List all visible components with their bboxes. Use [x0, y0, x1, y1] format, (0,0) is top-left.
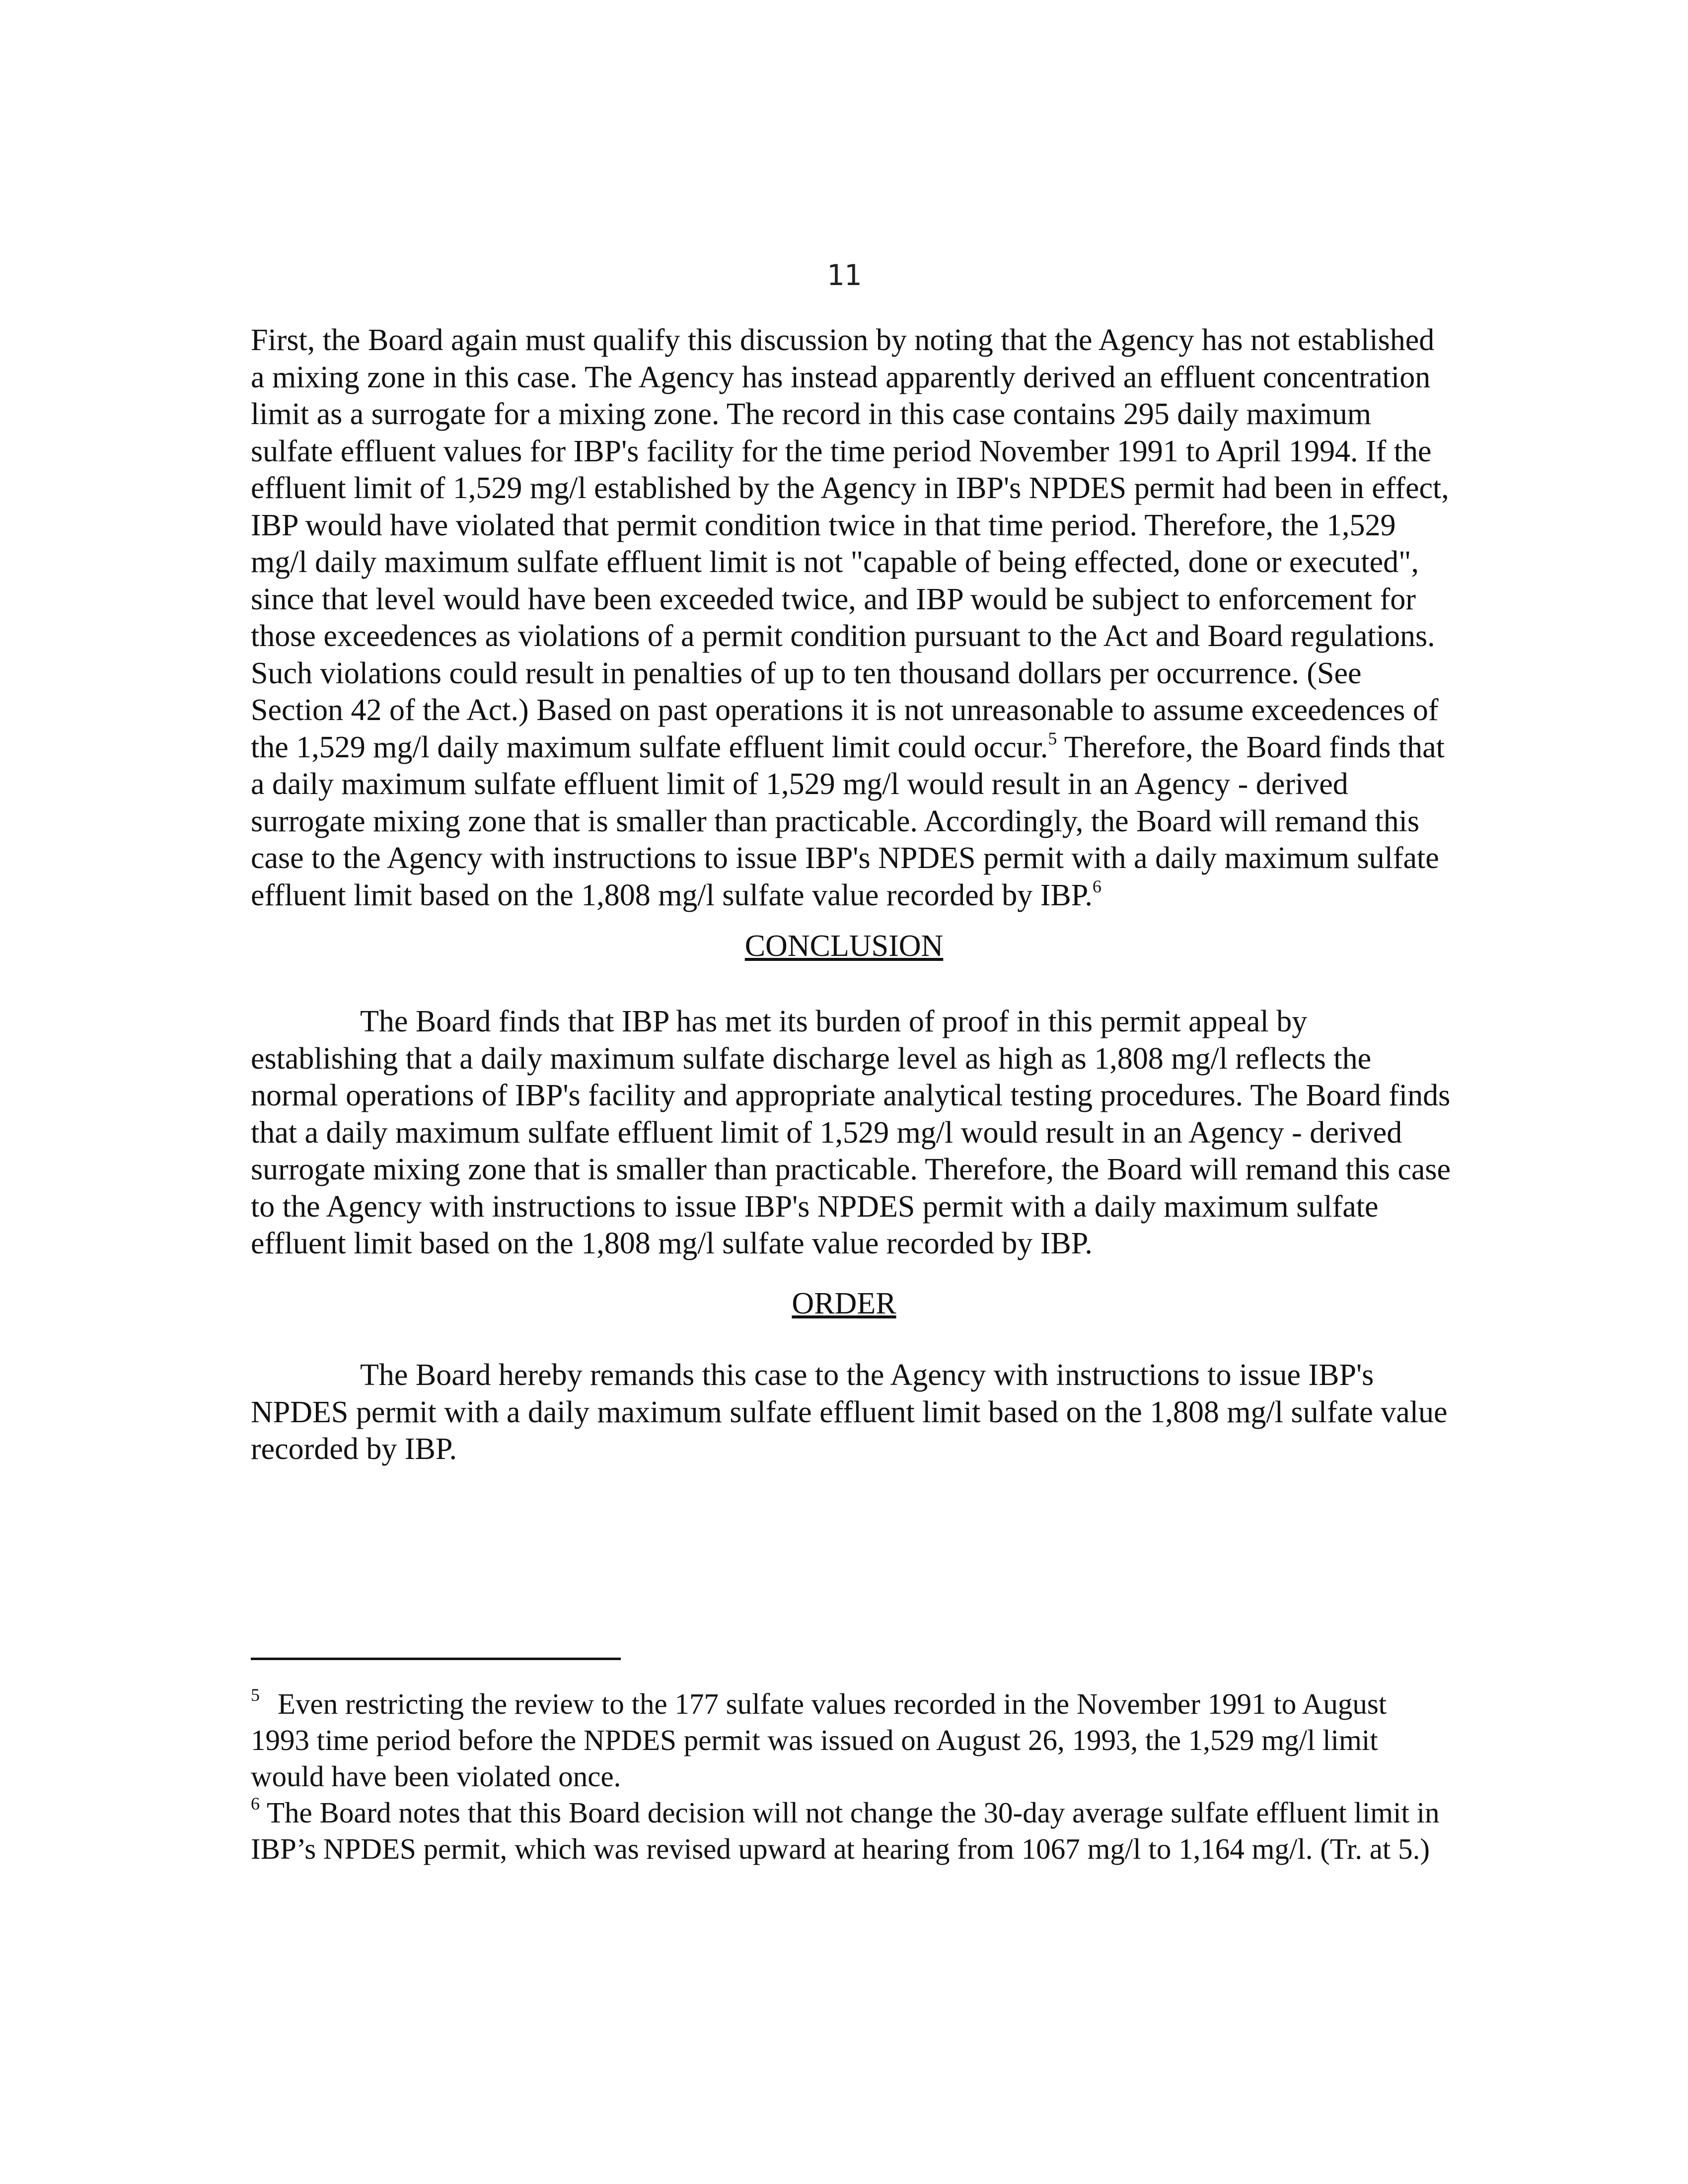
conclusion-paragraph [251, 1003, 1453, 1262]
page-number: 11 [826, 258, 862, 292]
conclusion-text: The Board finds that IBP has met its burden of proof in this permit appeal by establishing that a daily maximum sulfate discharge level as high as 1,808 mg/l reflects the normal operations of IBP's facility and appropriate analytical testing procedures. The Board finds that a daily maximum sulfate effluent limit of 1,529 mg/l would result in an Agency - derived surrogate mixing zone that is smaller than practicable. Therefore, the Board will remand this case to the Agency with instructions to issue IBP's NPDES permit with a daily maximum sulfate effluent limit based on the 1,808 mg/l sulfate value recorded by IBP. [251, 1005, 1451, 1260]
conclusion-heading: CONCLUSION [744, 929, 944, 963]
order-heading: ORDER [792, 1287, 896, 1320]
discussion-paragraph [251, 322, 1453, 914]
paragraph-text [251, 322, 1453, 914]
footnote-text-5: Even restricting the review to the 177 sulfate values recorded in the November 1991 to August 1993 time period before the NPDES permit was issued on August 26, 1993, the 1,529 mg/l limit would have been violated once. [251, 1687, 1387, 1793]
footnote-5 [251, 1686, 1443, 1795]
footnote-mark-5: 5 [251, 1685, 260, 1705]
paragraph-text-part-a: First, the Board again must qualify this discussion by noting that the Agency has not established a mixing zone in this case. The Agency has instead apparently derived an effluent concentration limit as a surrogate for a mixing zone. The record in this case contains 295 daily maximum sulfate effluent values for IBP's facility for the time period November 1991 to April 1994. If the effluent limit of 1,529 mg/l established by the Agency in IBP's NPDES permit had been in effect, IBP would have violated that permit condition twice in that time period. Therefore, the 1,529 mg/l daily maximum sulfate effluent limit is not "capable of being effected, done or executed", since that level would have been exceeded twice, and IBP would be subject to enforcement for those exceedences as violations of a permit condition pursuant to the Act and Board regulations. Such violations could result in penalties of up to ten thousand dollars per occurrence. (See Section 42 of the Act.) Based on past operations it is not unreasonable to assume exceedences of the 1,529 mg/l daily maximum sulfate effluent limit could occur. [251, 323, 1449, 764]
footnote-6 [251, 1795, 1443, 1867]
order-paragraph [251, 1357, 1453, 1468]
footnote-mark-6: 6 [251, 1794, 260, 1814]
footnote-separator [251, 1658, 621, 1660]
footnote-text-6: The Board notes that this Board decision will not change the 30-day average sulfate effluent limit in IBP’s NPDES permit, which was revised upward at hearing from 1067 mg/l to 1,164 mg/l. (Tr. at 5.) [251, 1796, 1440, 1865]
footnotes [251, 1686, 1443, 1867]
footnote-ref-6: 6 [1092, 876, 1101, 896]
footnote-ref-5: 5 [1048, 728, 1057, 748]
order-text: The Board hereby remands this case to the Agency with instructions to issue IBP's NPDES permit with a daily maximum sulfate effluent limit based on the 1,808 mg/l sulfate value recorded by IBP. [251, 1358, 1448, 1466]
paragraph-text-part-b: Therefore, the Board finds that a daily maximum sulfate effluent limit of 1,529 mg/l would result in an Agency - derived surrogate mixing zone that is smaller than practicable. Accordingly, the Board will remand this case to the Agency with instructions to issue IBP's NPDES permit with a daily maximum sulfate effluent limit based on the 1,808 mg/l sulfate value recorded by IBP. [251, 730, 1445, 912]
